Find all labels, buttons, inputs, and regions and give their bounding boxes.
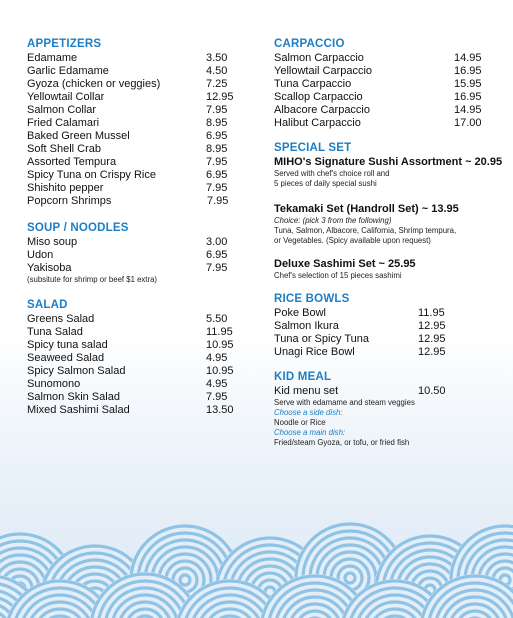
sashimi-set-desc: Chef's selection of 15 pieces sashimi: [274, 271, 402, 280]
item-price: 14.95: [454, 52, 482, 64]
item-price: 11.95: [206, 326, 233, 338]
right-column: [274, 38, 506, 458]
item-price: 7.95: [206, 391, 228, 403]
menu-item: [27, 65, 252, 78]
main-dish-options: Fried/steam Gyoza, or tofu, or fried fish: [274, 438, 410, 447]
menu-item: [27, 378, 252, 391]
soup-section: [27, 222, 252, 285]
item-name: Tuna Salad: [27, 326, 83, 338]
item-price: 7.95: [206, 262, 228, 274]
item-name: Spicy Tuna on Crispy Rice: [27, 169, 156, 181]
menu-item: [274, 91, 506, 104]
item-price: 11.95: [418, 307, 445, 319]
menu-item: [27, 169, 252, 182]
kid-meal-desc: Serve with edamame and steam veggies: [274, 398, 415, 407]
menu-item: [27, 143, 252, 156]
tekamaki-desc: Tuna, Salmon, Albacore, California, Shrimp tempura,: [274, 226, 457, 235]
menu-item: [274, 78, 506, 91]
item-name: Unagi Rice Bowl: [274, 346, 355, 358]
item-name: Tuna Carpaccio: [274, 78, 352, 90]
menu-item: [27, 195, 252, 208]
menu-item: [274, 104, 506, 117]
tekamaki-choice: Choice: (pick 3 from the following): [274, 216, 392, 225]
item-name: Udon: [27, 249, 54, 261]
item-price: 14.95: [454, 104, 482, 116]
item-price: 4.95: [206, 352, 228, 364]
item-name: Assorted Tempura: [27, 156, 117, 168]
signature-set-title: MIHO's Signature Sushi Assortment ~ 20.95: [274, 156, 503, 168]
carpaccio-heading: CARPACCIO: [274, 38, 345, 50]
menu-item: [27, 182, 252, 195]
item-name: Baked Green Mussel: [27, 130, 130, 142]
item-name: Seaweed Salad: [27, 352, 105, 364]
soup-heading: SOUP / NOODLES: [27, 222, 129, 234]
menu-item: [274, 346, 506, 359]
appetizers-section: [27, 38, 252, 208]
item-price: 7.95: [206, 156, 228, 168]
item-price: 7.95: [207, 195, 229, 207]
item-name: Poke Bowl: [274, 307, 326, 319]
item-price: 13.50: [206, 404, 234, 416]
carpaccio-section: [274, 38, 506, 130]
item-name: Albacore Carpaccio: [274, 104, 370, 116]
menu-item: [27, 313, 252, 326]
menu-item: [27, 78, 252, 91]
side-dish-options: Noodle or Rice: [274, 418, 326, 427]
item-price: 12.95: [418, 333, 446, 345]
menu-item: [27, 91, 252, 104]
appetizers-heading: APPETIZERS: [27, 38, 102, 50]
item-price: 12.95: [418, 320, 446, 332]
item-price: 10.50: [418, 385, 446, 397]
item-name: Kid menu set: [274, 385, 339, 397]
appetizers-list: [27, 52, 252, 208]
item-price: 4.95: [206, 378, 228, 390]
item-price: 7.95: [206, 104, 228, 116]
special-set-heading: SPECIAL SET: [274, 142, 352, 154]
soup-note: (subsitute for shrimp or beef $1 extra): [27, 275, 158, 284]
item-price: 5.50: [206, 313, 228, 325]
menu-item: [27, 130, 252, 143]
item-name: Yellowtail Collar: [27, 91, 105, 103]
left-column: [27, 38, 252, 427]
item-name: Salmon Ikura: [274, 320, 339, 332]
signature-set-desc: Served with chef's choice roll and: [274, 169, 390, 178]
menu-item: [27, 117, 252, 130]
item-price: 15.95: [454, 78, 482, 90]
item-price: 3.50: [206, 52, 228, 64]
item-price: 6.95: [206, 249, 228, 261]
item-name: Garlic Edamame: [27, 65, 109, 77]
menu-item: [274, 65, 506, 78]
menu-item: [274, 52, 506, 65]
item-price: 17.00: [454, 117, 482, 129]
item-name: Scallop Carpaccio: [274, 91, 363, 103]
item-price: 4.50: [206, 65, 228, 77]
menu-item: [27, 104, 252, 117]
item-price: 6.95: [206, 130, 228, 142]
item-name: Popcorn Shrimps: [27, 195, 112, 207]
menu-item: [27, 156, 252, 169]
item-name: Yellowtail Carpaccio: [274, 65, 373, 77]
item-name: Gyoza (chicken or veggies): [27, 78, 161, 90]
menu-item: [27, 352, 252, 365]
menu-item: [27, 365, 252, 378]
kid-meal-section: [274, 371, 506, 448]
sashimi-set-title: Deluxe Sashimi Set ~ 25.95: [274, 258, 416, 270]
item-name: Greens Salad: [27, 313, 95, 325]
item-name: Fried Calamari: [27, 117, 100, 129]
menu-item: [274, 320, 506, 333]
item-price: 8.95: [206, 117, 228, 129]
menu-item: [274, 117, 506, 130]
menu-item: [27, 52, 252, 65]
item-price: 7.25: [206, 78, 228, 90]
item-name: Tuna or Spicy Tuna: [274, 333, 369, 345]
item-name: Sunomono: [27, 378, 81, 390]
menu-item: [27, 391, 252, 404]
special-set-section: [274, 142, 506, 281]
item-name: Mixed Sashimi Salad: [27, 404, 130, 416]
item-price: 12.95: [418, 346, 446, 358]
menu-item: [274, 333, 506, 346]
item-price: 6.95: [206, 169, 228, 181]
menu-item: [27, 236, 252, 249]
side-dish-label: Choose a side dish:: [274, 408, 343, 417]
item-name: Halibut Carpaccio: [274, 117, 361, 129]
item-price: 10.95: [206, 365, 234, 377]
item-name: Edamame: [27, 52, 78, 64]
menu-item: [27, 326, 252, 339]
item-name: Shishito pepper: [27, 182, 104, 194]
item-name: Yakisoba: [27, 262, 72, 274]
menu-item: [27, 249, 252, 262]
wave-pattern: [0, 470, 513, 618]
item-name: Spicy tuna salad: [27, 339, 108, 351]
item-price: 16.95: [454, 65, 482, 77]
item-name: Spicy Salmon Salad: [27, 365, 126, 377]
item-name: Salmon Collar: [27, 104, 97, 116]
item-name: Salmon Carpaccio: [274, 52, 364, 64]
signature-set-desc: 5 pieces of daily special sushi: [274, 179, 377, 188]
item-price: 10.95: [206, 339, 234, 351]
tekamaki-desc: or Vegetables. (Spicy available upon request): [274, 236, 431, 245]
main-dish-label: Choose a main dish:: [274, 428, 346, 437]
menu-item: [274, 385, 506, 398]
item-name: Miso soup: [27, 236, 78, 248]
kid-meal-heading: KID MEAL: [274, 371, 332, 383]
item-name: Salmon Skin Salad: [27, 391, 120, 403]
menu-item: [27, 339, 252, 352]
menu-item: [27, 404, 252, 417]
rice-bowls-section: [274, 293, 506, 359]
menu-item: [274, 307, 506, 320]
item-name: Soft Shell Crab: [27, 143, 101, 155]
salad-heading: SALAD: [27, 299, 68, 311]
item-price: 8.95: [206, 143, 228, 155]
item-price: 3.00: [206, 236, 228, 248]
item-price: 12.95: [206, 91, 234, 103]
menu-item: [27, 262, 252, 275]
salad-section: [27, 299, 252, 417]
item-price: 7.95: [206, 182, 228, 194]
tekamaki-set-title: Tekamaki Set (Handroll Set) ~ 13.95: [274, 203, 459, 215]
item-price: 16.95: [454, 91, 482, 103]
rice-bowls-heading: RICE BOWLS: [274, 293, 350, 305]
